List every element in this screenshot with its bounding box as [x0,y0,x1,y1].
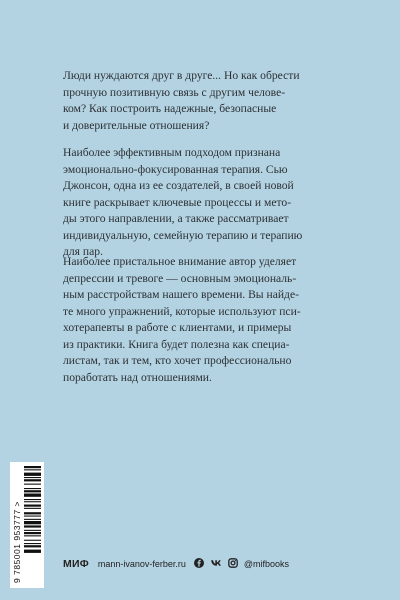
paragraph-line: Наиболее пристальное внимание автор уделяет [63,255,297,268]
barcode-bar [24,479,41,481]
barcode-bar [24,508,41,509]
facebook-icon[interactable] [194,558,204,570]
barcode-bar [24,466,41,468]
paragraph-line: для пар. [63,245,103,258]
paragraph-line: индивидуальную, семейную терапию и терапию [63,228,303,242]
paragraph-line: те много упражнений, которые используют пси- [63,304,301,318]
barcode-bar [24,477,41,478]
paragraph-3 [63,254,353,386]
barcode-bar [24,540,41,541]
paragraph-1 [63,68,353,134]
barcode-bar [24,525,41,527]
paragraph-line: эмоционально-фокусированная терапия. Сью [63,162,288,176]
barcode-bar [24,490,41,492]
isbn-barcode [10,462,44,588]
footer [63,557,289,571]
barcode-bar [24,488,41,489]
barcode-bar [24,499,41,500]
barcode-bar [24,530,41,531]
barcode-bar [24,550,41,553]
paragraph-line: Наиболее эффективным подходом признана [63,146,281,159]
barcode-digits: 9 785001 953777 > [12,500,22,583]
vk-icon[interactable] [210,559,222,569]
publisher-logo: МИФ [63,558,89,570]
barcode-bar [24,532,41,534]
paragraph-line: из практики. Книга будет полезна как специа- [63,337,290,351]
barcode-bar [24,545,41,547]
social-handle[interactable]: @mifbooks [243,559,290,569]
barcode-bar [24,543,41,544]
publisher-website[interactable]: mann-ivanov-ferber.ru [97,559,186,569]
paragraph-line: листам, так и тем, кто хочет профессионально [63,354,292,367]
paragraph-line: ды этого направлении, а также рассматривает [63,212,289,225]
barcode-bar [24,535,41,536]
instagram-icon[interactable] [228,558,238,570]
barcode-bar [24,494,41,497]
paragraph-line: Джонсон, одна из ее создателей, в своей новой [63,179,294,192]
barcode-bar [24,516,41,517]
paragraph-line: Люди нуждаются друг в друге... Но как обрести [63,69,300,82]
barcode-bar [24,505,41,507]
barcode-bar [24,519,41,520]
paragraph-line: книге раскрывает ключевые процессы и мето- [63,195,292,209]
paragraph-line: поработать над отношениями. [63,370,212,384]
paragraph-line: прочную позитивную связь с другим челове- [63,85,286,99]
barcode-bar [24,473,41,476]
paragraph-line: ным расстройствам нашего времени. Вы найде- [63,288,299,301]
barcode-bar [24,501,41,502]
barcode-bar [24,469,41,470]
barcode-bar [24,484,41,485]
paragraph-line: ком? Как построить надежные, безопасные [63,102,277,115]
barcode-bar [24,521,41,524]
paragraph-2 [63,145,353,261]
barcode-bar [24,512,41,514]
paragraph-line: депрессии и тревоге — основным эмоциональ- [63,271,297,285]
paragraph-line: и доверительные отношения? [63,118,210,132]
paragraph-line: хотерапевты в работе с клиентами, и примеры [63,321,292,334]
